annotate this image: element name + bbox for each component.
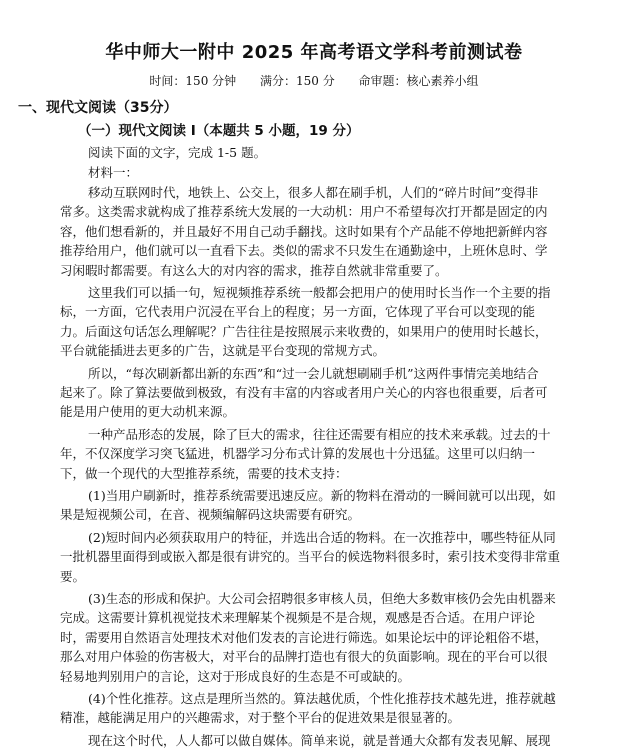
text-line: (1)当用户刷新时，推荐系统需要迅速反应。新的物料在滑动的一瞬间就可以出现，如 [88,488,556,503]
text-line: 平台就能插进去更多的广告，这就是平台变现的常规方式。 [60,343,386,359]
text-line: 一批机器里面得到或嵌入都是很有讲究的。当平台的候选物料很多时，索引技术变得非常重 [60,549,561,565]
exam-score: 满分：150 分 [259,74,335,88]
text-line: (3)生态的形成和保护。大公司会招聘很多审核人员，但绝大多数审核仍会先由机器来 [88,591,556,606]
instruction-line: 阅读下面的文字，完成 1-5 题。 [88,145,267,160]
text-line: 一种产品形态的发展，除了巨大的需求，往往还需要有相应的技术来承载。过去的十 [88,426,551,442]
text-line: 所以，“每次刷新都出新的东西”和“过一会儿就想刷刷手机”这两件事情完美地结合 [88,365,539,381]
subsection-heading: （一）现代文阅读 I（本题共 5 小题，19 分） [78,123,360,139]
material-label: 材料一： [88,165,139,180]
section-heading: 一、现代文阅读（35分） [18,100,178,116]
exam-author: 命审题：核心素养小组 [358,74,479,88]
text-line: 标，一方面，它代表用户沉浸在平台上的程度；另一方面，它体现了平台可以变现的能 [60,304,536,320]
text-line: 这里我们可以插一句，短视频推荐系统一般都会把用户的使用时长当作一个主要的指 [88,285,551,300]
text-line: 下，做一个现代的大型推荐系统，需要的技术支持： [60,465,348,481]
text-line: 年，不仅深度学习突飞猛进，机器学习分布式计算的发展也十分迅猛。这里可以归纳一 [60,446,536,462]
text-line: 常多。这类需求就构成了推荐系统大发展的一大动机：用户不希望每次打开都是固定的内 [60,204,548,220]
exam-title: 华中师大一附中 2025 年高考语文学科考前测试卷 [105,42,523,63]
text-line: 起来了。除了算法要做到极致，有没有丰富的内容或者用户关心的内容也很重要，后者可 [60,385,548,400]
text-line: 要。 [60,568,86,584]
text-line: 容，他们想看新的，并且最好不用自己动手翻找。这时如果有个产品能不停地把新鲜内容 [60,223,548,239]
text-line: 时，需要用自然语言处理技术对他们发表的言论进行筛选。如果论坛中的评论粗俗不堪， [60,629,548,645]
exam-time: 时间：150 分钟 [149,74,237,88]
text-line: 现在这个时代，人人都可以做自媒体。简单来说，就是普通大众都有发表见解、展现 [88,732,551,748]
text-line: 完成。这需要计算机视觉技术来理解某个视频是不是合规，观感是否合适。在用户评论 [60,610,536,626]
text-line: 能是用户使用的更大动机来源。 [60,404,236,420]
exam-meta [0,72,628,89]
text-line: 果是短视频公司，在音、视频编解码这块需要有研究。 [60,507,361,523]
text-line: 力。后面这句话怎么理解呢？广告往往是按照展示来收费的，如果用户的使用时长越长， [60,323,548,339]
text-line: 精准，越能满足用户的兴趣需求，对于整个平台的促进效果是很显著的。 [60,710,461,726]
text-line: 移动互联网时代，地铁上、公交上，很多人都在刷手机，人们的“碎片时间”变得非 [88,185,539,200]
text-line: 那么对用户体验的伤害极大，对平台的品牌打造也有很大的负面影响。现在的平台可以很 [60,649,548,665]
text-line: 习闲暇时都需要。有这么大的对内容的需求，推荐自然就非常重要了。 [60,262,448,278]
text-line: 轻易地判别用户的言论，这对于形成良好的生态是不可或缺的。 [60,668,411,684]
text-line: 推荐给用户，他们就可以一直看下去。类似的需求不只发生在通勤途中，上班休息时、学 [60,243,548,259]
text-line: (4)个性化推荐。这点是理所当然的。算法越优质，个性化推荐技术越先进，推荐就越 [88,691,556,706]
text-line: (2)短时间内必须获取用户的特征，并选出合适的物料。在一次推荐中，哪些特征从同 [88,529,556,545]
